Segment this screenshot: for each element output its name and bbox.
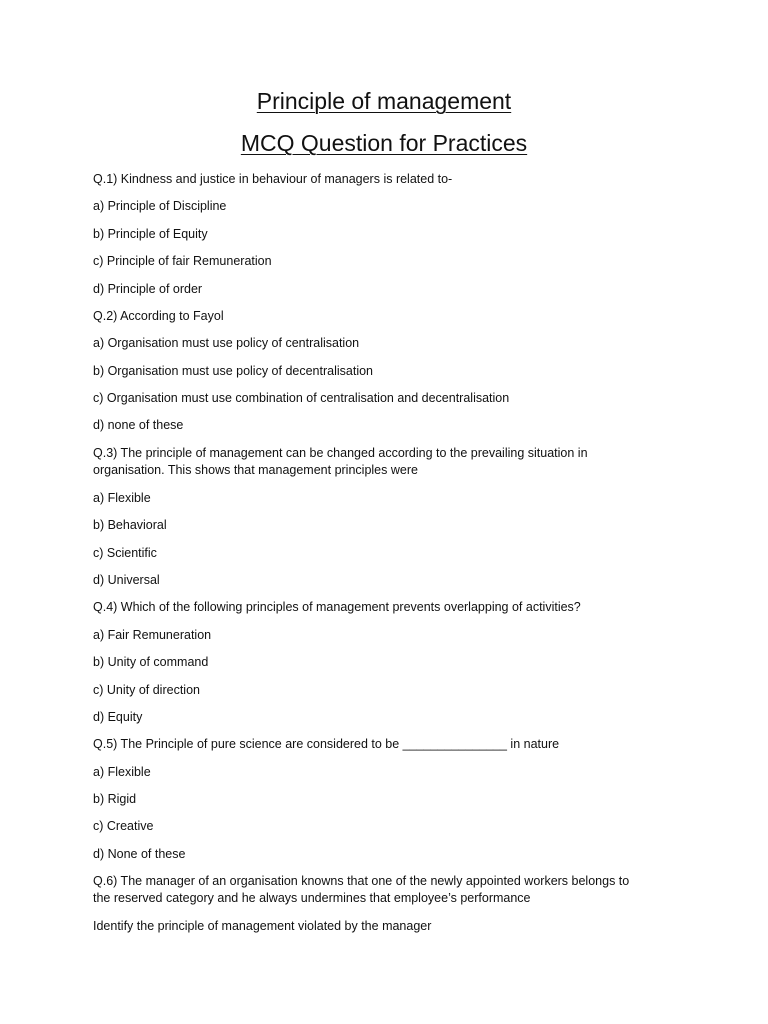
question-3-line-1: Q.3) The principle of management can be changed according to the prevailing situation in bbox=[93, 446, 588, 460]
question-4-option-a: a) Fair Remuneration bbox=[93, 628, 212, 642]
question-1: Q.1) Kindness and justice in behaviour of managers is related to- bbox=[93, 172, 453, 186]
question-6-prompt: Identify the principle of management violated by the manager bbox=[93, 919, 432, 933]
question-1-option-a: a) Principle of Discipline bbox=[93, 199, 227, 213]
question-2: Q.2) According to Fayol bbox=[93, 309, 224, 323]
question-5-option-d: d) None of these bbox=[93, 847, 186, 861]
question-2-option-b: b) Organisation must use policy of decentralisation bbox=[93, 364, 374, 378]
document-title: Principle of management bbox=[256, 88, 512, 114]
question-3-option-a: a) Flexible bbox=[93, 491, 151, 505]
question-3-option-c: c) Scientific bbox=[93, 546, 157, 560]
question-3-option-b: b) Behavioral bbox=[93, 518, 167, 532]
question-2-option-a: a) Organisation must use policy of centralisation bbox=[93, 336, 360, 350]
question-2-option-c: c) Organisation must use combination of centralisation and decentralisation bbox=[93, 391, 510, 405]
question-4: Q.4) Which of the following principles of management prevents overlapping of activities? bbox=[93, 600, 581, 614]
question-2-option-d: d) none of these bbox=[93, 418, 184, 432]
document-subtitle: MCQ Question for Practices bbox=[240, 130, 528, 156]
question-4-option-b: b) Unity of command bbox=[93, 655, 209, 669]
question-5-option-b: b) Rigid bbox=[93, 792, 137, 806]
question-4-option-c: c) Unity of direction bbox=[93, 683, 200, 697]
question-3-line-2: organisation. This shows that management principles were bbox=[93, 463, 418, 477]
question-6-line-1: Q.6) The manager of an organisation knowns that one of the newly appointed workers belongs to bbox=[93, 874, 630, 888]
question-1-option-d: d) Principle of order bbox=[93, 282, 203, 296]
question-5: Q.5) The Principle of pure science are considered to be _______________ in nature bbox=[93, 737, 560, 751]
question-1-option-c: c) Principle of fair Remuneration bbox=[93, 254, 272, 268]
question-1-option-b: b) Principle of Equity bbox=[93, 227, 208, 241]
question-5-option-a: a) Flexible bbox=[93, 765, 151, 779]
question-4-option-d: d) Equity bbox=[93, 710, 143, 724]
question-6-line-2: the reserved category and he always undermines that employee’s performance bbox=[93, 891, 531, 905]
question-3-option-d: d) Universal bbox=[93, 573, 160, 587]
question-5-option-c: c) Creative bbox=[93, 819, 154, 833]
